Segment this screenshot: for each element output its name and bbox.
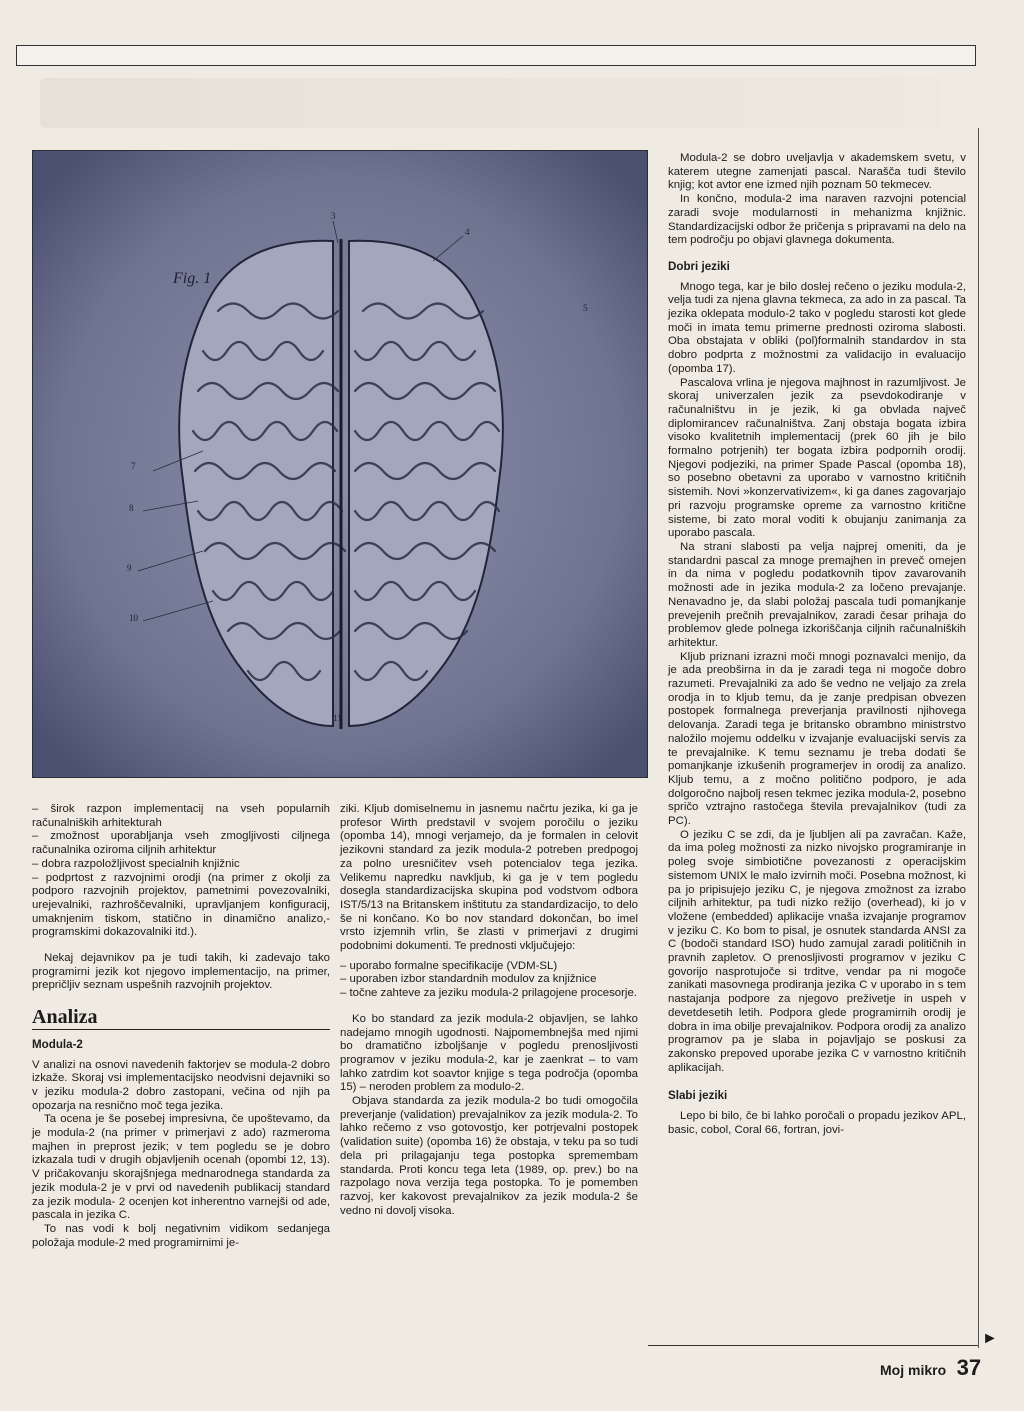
list-item: – podprtost z razvojnimi orodji (na primer z okolji za podporo razvojnih projektov, pametnimi povezovalniki, urejevalniki, razhroščevalniki, upravljanjem konfiguracij, umaknjenim tiskom, statično in dinamično analizo,-programskimi dokazovalniki itd.). — [32, 871, 330, 939]
list-item: – dobra razpoložljivost specialnih knjižnic — [32, 857, 240, 870]
paragraph: Mnogo tega, kar je bilo doslej rečeno o jeziku modula-2, velja tudi za njena glavna tekmeca, za ado in za pascal. Ta jezika oklepata modulo-2 tako v pogledu starosti kot glede moči in imata temu primerne prednosti oziroma slabosti. Oba obstajata v obliki (pol)formalnih standardov in sta dobro podprta z možnostmi za validacijo in evaluacijo (opomba 17). — [668, 280, 966, 375]
subheading-slabi-jeziki: Slabi jeziki — [668, 1089, 728, 1103]
figure-number: 5 — [583, 303, 588, 313]
list-item: – uporaben izbor standardnih modulov za knjižnice — [340, 973, 597, 986]
paragraph: O jeziku C se zdi, da je ljubljen ali pa zavračan. Kaže, da ima poleg možnosti za nizko nivojsko programiranje in poleg svoje simbiotične povezanosti z operacijskim sistemom UNIX le malo izvirnih moči. Posebna možnost, ki pa jo pripisujejo jeziku C, je njegova zmožnost za izrabo ciljnih arhitektur, pa tudi nizko režijo (overhead), ki jo v vložene (embedded) aplikacije vnaša izvajanje programov v jeziku C. Ko bom to pisal, je osnutek standarda ANSI za C (bodoči standard ISO) hudo zamujal zaradi političnih in pravnih zapletov. O prenosljivosti programov v jeziku C govorijo nasprotujoče si trditve, vendar pa ni mogoče zanikati masovnega prodiranja jezika C v uporabo in s tem nastajanja podpore za njegovo preživetje in uspeh v devetdesetih letih. Podpora glede programirnih orodij je dobra in ima obilje prevajalnikov. Podpora orodij za analizo programov pa je slaba in pojavljajo se poskusi za zakonsko prepoved uporabe jezika C v varnostno kritičnih aplikacijah. — [668, 828, 966, 1074]
advantages-list — [340, 960, 638, 1001]
paragraph: Lepo bi bilo, če bi lahko poročali o propadu jezikov APL, basic, cobol, Coral 66, fortran, jovi- — [668, 1110, 966, 1136]
paragraph: V analizi na osnovi navedenih faktorjev se modula-2 dobro izkaže. Skoraj vsi implementacijsko neodvisni dejavniki so v jeziku modula-2 dobro zastopani, večina od njih pa opozarja na resnično moč tega jezika. — [32, 1058, 330, 1112]
figure-label: Fig. 1 — [173, 270, 212, 287]
paragraph: Ko bo standard za jezik modula-2 objavljen, se lahko nadejamo mnogih ugodnosti. Najpomembnejša med njimi bo dramatično izboljšanje v pogledu prenosljivosti programov v jeziku modula-2, kar je zaenkrat – to vam lahko zatrdim kot soavtor knjige s tega področja (opomba 15) – neroden problem za modulo-2. — [340, 1012, 638, 1094]
list-item: – zmožnost uporabljanja vseh zmogljivosti ciljnega računalnika oziroma ciljnih arhitektur — [32, 830, 330, 857]
page-number: 37 — [956, 1355, 982, 1380]
paragraph: Kljub priznani izrazni moči mnogi poznavalci menijo, da je ada preobširna in da je zaradi tega ni mogoče dobro razumeti. Prevajalniki za ado še vedno ne veljajo za zrela orodja in to kljub temu, da je zanje predpisan obvezen postopek formalnega preverjanja pravilnosti njihovega delovanja. Zaradi tega je britansko obrambno ministrstvo naložilo mojemu oddelku v izvajanje evaluacijski servis za te prevajalnike. K temu seznamu je treba dodati še pomanjkanje izkušenih programerjev in orodij za analizo. Kljub temu, a z močno politično podporo, je ada dolgoročno najbolj resen tekmec jezika modula-2, posebno spričo vztrajno rastočega števila prevajalnikov (tudi za PC). — [668, 650, 966, 828]
top-border-bar — [16, 45, 976, 66]
paragraph: ziki. Kljub domiselnemu in jasnemu načrtu jezika, ki ga je profesor Wirth predstavil v svojem poročilu o jeziku (opomba 14), mnogi verjamejo, da je formalen in celovit jezikovni standard za jezik modula-2 potreben predpogoj za polno uresničitev vseh potencialov tega jezika. Velikemu napredku navkljub, ki ga je v tem pogledu dosegla standardizacijska skupina pod vodstvom odbora IST/5/13 na Britanskem inštitutu za standardizacijo, to delo še ni končano. Ko bo nov standard dokončan, bo imel vrsto izjemnih vrlin, še zlasti v primerjavi z drugimi podobnimi dokumenti. Te prednosti vključujejo: — [340, 803, 638, 953]
footer-rule — [648, 1345, 978, 1346]
brain-illustration — [32, 150, 648, 778]
section-heading-analiza: Analiza — [32, 1011, 330, 1030]
subheading-dobri-jeziki: Dobri jeziki — [668, 259, 730, 273]
figure-number: 11 — [333, 713, 342, 723]
figure-number: 4 — [465, 227, 470, 237]
paragraph: To nas vodi k bolj negativnim vidikom sedanjega položaja module-2 med programirnimi je- — [32, 1222, 330, 1249]
paragraph: Ta ocena je še posebej impresivna, če upoštevamo, da je modula-2 (na primer v primerjavi z ado) razmeroma majhen in preprost jezik; v tem pogledu se je dobro izkazala tudi v drugih objavljenih ocenah (opombi 12, 13). V pričakovanju skorajšnjega mednarodnega standarda za jezik modula-2 je v prvi od navedenih publikacij standard za jezik modula- 2 ocenjen kot inherentno varnejši od ade, pascala in jezika C. — [32, 1113, 330, 1222]
requirements-list — [32, 803, 330, 940]
paragraph: Objava standarda za jezik modula-2 bo tudi omogočila preverjanje (validation) prevajalnikov za jezik modula-2. To lahko rečemo z vso gotovostjo, ker potrjevalni postopek (validation suite) (opomba 16) že obstaja, v teku pa so tudi dela pri prilagajanju tega postopka spremembam standarda. Proti koncu tega leta (1989, op. prev.) bo na razpolago nova verzija tega postopka. To je pomemben razvoj, ker kakovost prevajalnikov za jezik modula-2 še vedno ni dovolj visoka. — [340, 1095, 638, 1217]
faded-title-area — [40, 78, 940, 128]
list-item: – uporabo formalne specifikacije (VDM-SL) — [340, 959, 558, 972]
paragraph: Nekaj dejavnikov pa je tudi takih, ki zadevajo tako programirni jezik kot njegovo implementacijo, na primer, prepričljiv seznam uspešnih razvojnih projektov. — [32, 952, 330, 992]
column-right — [668, 152, 966, 1138]
figure-number: 3 — [331, 211, 336, 221]
magazine-name: Moj mikro — [880, 1362, 947, 1378]
subheading-modula: Modula-2 — [32, 1037, 83, 1051]
brain-engraving — [33, 151, 647, 777]
figure-number: 8 — [129, 503, 134, 513]
list-item: – širok razpon implementacij na vseh popularnih računalniških arhitekturah — [32, 803, 330, 829]
figure-number: 7 — [131, 461, 136, 471]
right-border-line — [978, 128, 979, 1348]
paragraph: Modula-2 se dobro uveljavlja v akademskem svetu, v katerem utegne zamenjati pascal. Narašča tudi število knjig; kot avtor ene izmed njih poznam 50 tekmecev. — [668, 152, 966, 192]
figure-number: 10 — [129, 613, 138, 623]
continue-arrow-icon: ► — [982, 1330, 998, 1347]
column-left — [32, 803, 330, 1250]
page-footer — [880, 1355, 981, 1381]
list-item: – točne zahteve za jeziku modula-2 prilagojene procesorje. — [340, 987, 637, 1000]
column-middle — [340, 803, 638, 1218]
paragraph: Pascalova vrlina je njegova majhnost in razumljivost. Je skoraj univerzalen jezik za psevdokodiranje v računalništvu in je jezik, ki ga obvlada največ diplomirancev računalništva. Zanj obstaja bogata izbira visoko kvalitetnih implementacij (prek 60 jih je bilo formalno potrjenih) ter bogata izbira podpornih orodij. Njegovi podjeziki, na primer Spade Pascal (opomba 18), so posebno obetavni za uporabo v varnostno kritičnih sistemih. Novi »konzervativizem«, ki ga danes zagovarjajo pri razvoju programske opreme za varnostno kritične sisteme, bi zato moral voditi k obujanju zanimanja za uporabo pascala. — [668, 376, 966, 540]
paragraph: Na strani slabosti pa velja najprej omeniti, da je standardni pascal za mnoge premajhen in preveč omejen in da nima v pogledu podatkovnih tipov zavarovanih možnosti ade in jezika modula-2 za ločeno prevajanje. Nenavadno je, da slabi položaj pascala tudi pomanjkanje prevejenih prečnih prevajalnikov, zaradi česar prihaja do problemov glede polnega izkoriščanja ciljnih računalniških arhitektur. — [668, 540, 966, 649]
paragraph: In končno, modula-2 ima naraven razvojni potencial zaradi svoje modularnosti in mehanizma knjižnic. Standardizacijski odbor že pričenja s pripravami na delo na tem področju po objavi glavnega dokumenta. — [668, 193, 966, 247]
figure-number: 9 — [127, 563, 132, 573]
